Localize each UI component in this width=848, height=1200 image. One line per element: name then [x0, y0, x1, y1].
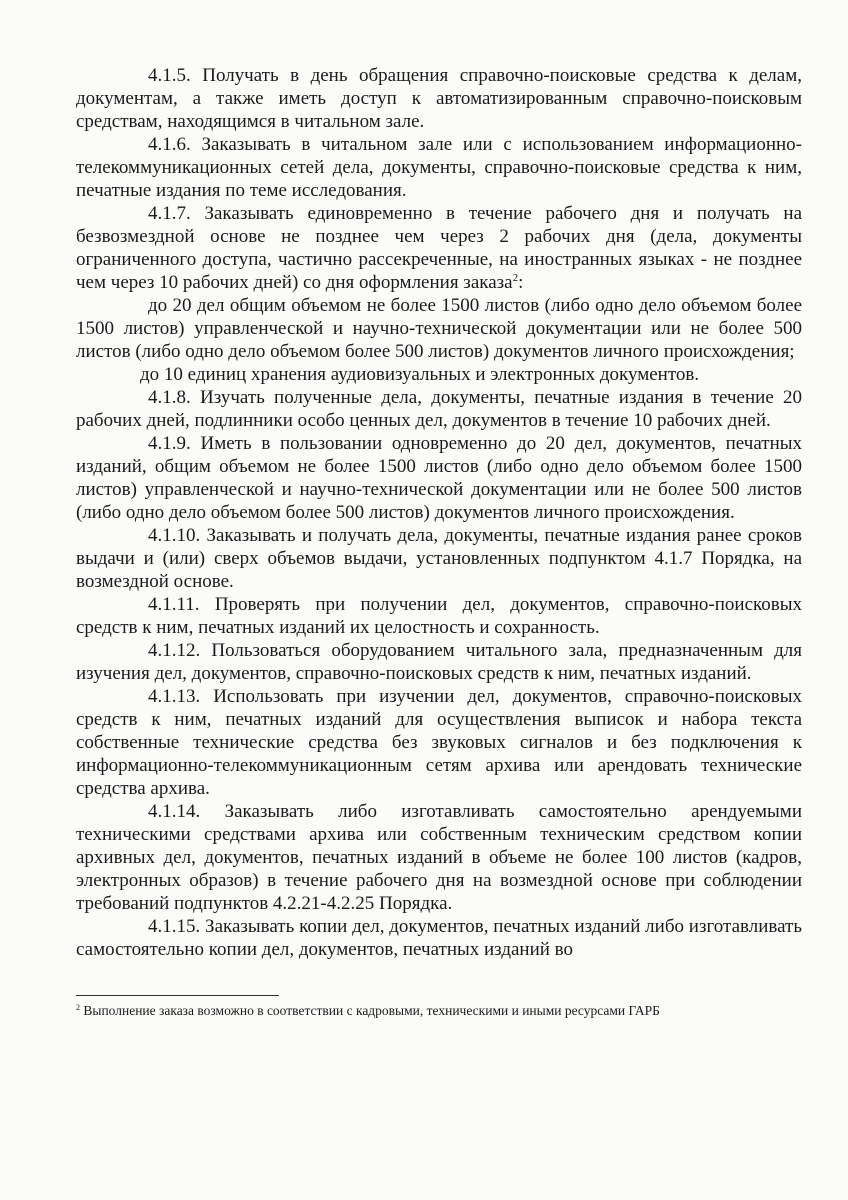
paragraph: [76, 639, 802, 685]
footnote-separator: [76, 995, 279, 996]
paragraph-line: архивных дел, документов, печатных изданий в объеме не более 100 листов: [76, 847, 728, 868]
paragraph-line: изданий.: [680, 663, 752, 684]
paragraph: [76, 800, 802, 915]
paragraph-number: 4.1.6.: [148, 134, 191, 155]
paragraph-line: происхождения;: [663, 341, 795, 362]
paragraph-line: 500 листов (либо одно дело объемом более 500 листов) документов личного: [76, 479, 803, 523]
paragraph: [76, 64, 802, 133]
paragraph-line: Заказывать единовременно в течение рабочего дня и получать на: [204, 203, 803, 224]
paragraph-line: дней.: [727, 410, 771, 431]
paragraph-line: техническими средствами архива или собственным техническим средством копии: [76, 824, 802, 845]
paragraph: [76, 294, 802, 363]
paragraph-line: средств к ним, печатных изданий их целостность и сохранность.: [76, 617, 600, 638]
paragraph-number: 4.1.15.: [148, 916, 201, 937]
paragraph: [76, 363, 802, 386]
paragraph-line: Использовать при изучении дел, документов, справочно-поисковых: [213, 686, 802, 707]
paragraph-line: Порядка, на возмездной основе.: [76, 548, 803, 592]
paragraph-number: 4.1.13.: [148, 686, 201, 707]
paragraph-line: сроков выдачи и (или) сверх объемов выдачи, установленных подпунктом 4.1.7: [76, 525, 802, 569]
paragraph-line: ограниченного доступа, частично рассекреченные, на иностранных языках - не: [76, 249, 733, 270]
paragraph-number: 4.1.8.: [148, 387, 191, 408]
footnote-reference[interactable]: 2: [512, 272, 519, 284]
paragraph-line: документам, а также иметь доступ к автоматизированным справочно-поисковым: [76, 88, 802, 109]
paragraph-number: 4.1.7.: [148, 203, 191, 224]
paragraph-line: до 10 единиц хранения аудиовизуальных и электронных документов.: [140, 364, 700, 385]
paragraph-number: 4.1.11.: [148, 594, 200, 615]
paragraph-line: (кадров, электронных образов) в течение рабочего дня на возмездной основе при: [76, 847, 802, 891]
paragraph-line: средствам, находящимся в читальном зале.: [76, 111, 425, 132]
paragraph: [76, 593, 802, 639]
footnotes: [76, 995, 802, 1019]
paragraph-line: средств к ним, печатных изданий для осуществления выписок и набора текста: [76, 709, 802, 730]
paragraph-line: Проверять при получении дел, документов, справочно-поисковых: [214, 594, 802, 615]
paragraph-line: происхождения.: [604, 502, 735, 523]
paragraph-line: до 20 дел общим объемом не более 1500 листов (либо одно дело объемом: [148, 295, 752, 316]
paragraph-line: Заказывать копии дел, документов, печатных изданий либо: [205, 916, 684, 937]
paragraph-tail: :: [518, 272, 524, 293]
paragraph-line: 1500 листов) управленческой и научно-технической документации или не более: [76, 456, 802, 500]
paragraph: [76, 432, 802, 524]
paragraph-line: Заказывать и получать дела, документы, печатные издания ранее: [206, 525, 742, 546]
paragraph-line: безвозмездной основе не позднее чем через 2 рабочих дня (дела, документы: [76, 226, 802, 247]
footnote-text: Выполнение заказа возможно в соответствии с кадровыми, техническими и иными ресурсами ГАРБ: [83, 1003, 660, 1018]
paragraph-line: более 500 листов (либо одно дело объемом более 500 листов) документов личного: [76, 318, 802, 362]
paragraph: [76, 386, 802, 432]
paragraph-line: Иметь в пользовании одновременно до 20 дел, документов, печатных: [200, 433, 803, 454]
paragraph-number: 4.1.9.: [148, 433, 191, 454]
paragraph: [76, 133, 802, 202]
paragraph-line: технические средства архива.: [76, 755, 803, 799]
paragraph-line: изготавливать самостоятельно копии дел, документов, печатных изданий во: [76, 916, 803, 960]
paragraph-line: телекоммуникационных сетей дела, документы, справочно-поисковые средства к: [76, 157, 757, 178]
paragraph-line: Заказывать в читальном зале или с использованием информационно-: [201, 134, 802, 155]
paragraph-number: 4.1.12.: [148, 640, 201, 661]
paragraph: [76, 524, 802, 593]
paragraph-line: рабочих дней, подлинники особо ценных дел, документов в течение 10 рабочих: [76, 410, 723, 431]
paragraph-line: Получать в день обращения справочно-поисковые средства к делам,: [202, 65, 802, 86]
paragraph-number: 4.1.14.: [148, 801, 201, 822]
paragraph-line: изучения дел, документов, справочно-поисковых средств к ним, печатных: [76, 663, 677, 684]
footnote: [76, 1003, 802, 1019]
paragraph-line: Заказывать либо изготавливать самостоятельно арендуемыми: [224, 801, 802, 822]
paragraph-number: 4.1.5.: [148, 65, 191, 86]
paragraph-line: Изучать полученные дела, документы, печатные издания в течение 20: [200, 387, 802, 408]
paragraph-line: изданий, общим объемом не более 1500 листов (либо одно дело объемом более: [76, 456, 756, 477]
paragraph: [76, 915, 802, 961]
paragraph-line: собственные технические средства без звуковых сигналов и без подключения к: [76, 732, 802, 753]
paragraph-number: 4.1.10.: [148, 525, 201, 546]
document-body: [76, 64, 802, 961]
paragraph: [76, 202, 802, 294]
paragraph-line: информационно-телекоммуникационным сетям архива или арендовать: [76, 755, 688, 776]
paragraph-line: более 1500 листов) управленческой и научно-технической документации или не: [76, 295, 803, 339]
paragraph-line: соблюдении требований подпунктов 4.2.21-4.2.25 Порядка.: [76, 870, 802, 914]
paragraph-line: Пользоваться оборудованием читального зала, предназначенным для: [211, 640, 802, 661]
paragraph-line: ним, печатные издания по теме исследования.: [76, 157, 802, 201]
footnote-mark: 2: [76, 1003, 80, 1012]
paragraph-line: позднее чем через 10 рабочих дней) со дня оформления заказа: [76, 249, 802, 293]
paragraph: [76, 685, 802, 800]
